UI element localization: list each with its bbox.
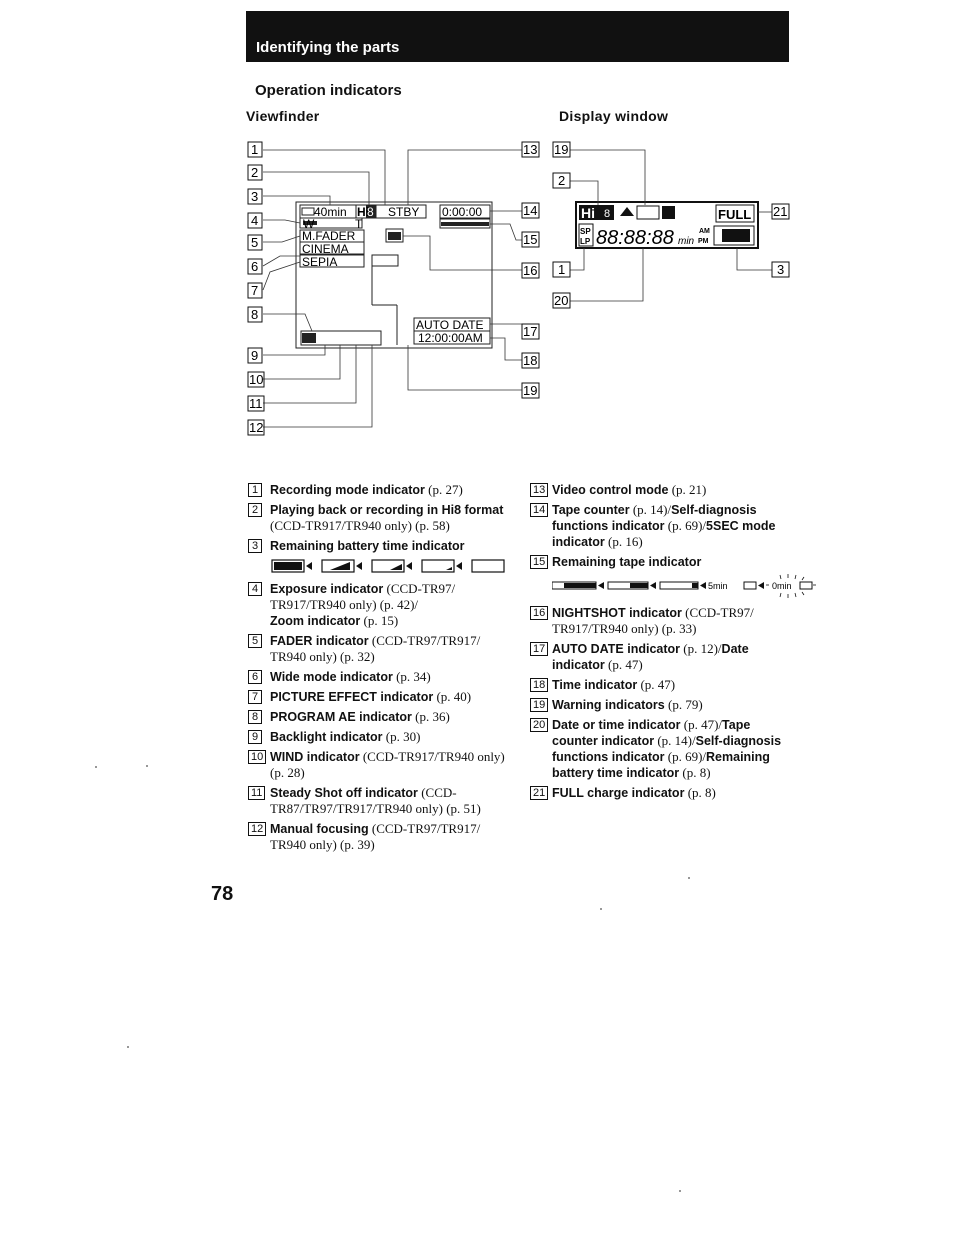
list-item: 17 AUTO DATE indicator (p. 12)/Date indicator (p. 47) bbox=[530, 641, 798, 673]
svg-text:16: 16 bbox=[523, 263, 538, 278]
vf-battery-time: 40min bbox=[314, 205, 347, 219]
svg-text:20: 20 bbox=[554, 293, 569, 308]
vf-zoom-w: W bbox=[303, 217, 315, 231]
dw-am: AM bbox=[699, 228, 710, 235]
svg-text:12: 12 bbox=[249, 420, 264, 435]
battery-low-icon bbox=[446, 567, 452, 570]
battery-medium-icon bbox=[390, 564, 402, 570]
vf-fader: M.FADER bbox=[302, 229, 356, 243]
svg-text:15: 15 bbox=[523, 232, 538, 247]
tape-0min-label: 0min bbox=[772, 581, 792, 591]
battery-strip bbox=[270, 557, 505, 575]
vf-tape-counter: 0:00:00 bbox=[442, 205, 483, 219]
svg-text:6: 6 bbox=[251, 259, 259, 274]
scan-speck bbox=[600, 908, 602, 910]
svg-text:19: 19 bbox=[554, 142, 569, 157]
list-item: 4 Exposure indicator (CCD-TR97/ TR917/TR940 only) (p. 42)/ Zoom indicator (p. 15) bbox=[248, 581, 510, 629]
dw-hi: Hi bbox=[581, 205, 595, 221]
svg-text:2: 2 bbox=[251, 165, 259, 180]
section-title: Operation indicators bbox=[255, 82, 402, 99]
tape-5min-label: 5min bbox=[708, 581, 728, 591]
vf-hi8-badge: 8 bbox=[367, 205, 374, 219]
list-item: 15 Remaining tape indicator 5min 0min bbox=[530, 554, 798, 599]
list-item: 16 NIGHTSHOT indicator (CCD-TR97/ TR917/TR940 only) (p. 33) bbox=[530, 605, 798, 637]
tape-full-icon bbox=[564, 583, 596, 588]
svg-text:7: 7 bbox=[251, 283, 259, 298]
display-window-title: Display window bbox=[559, 108, 669, 124]
tape-low-icon bbox=[692, 583, 698, 588]
vf-sepia: SEPIA bbox=[302, 255, 338, 269]
dw-sp: SP bbox=[580, 227, 591, 236]
list-item: 3 Remaining battery time indicator bbox=[248, 538, 510, 575]
svg-text:1: 1 bbox=[251, 142, 259, 157]
viewfinder-title: Viewfinder bbox=[246, 108, 320, 124]
svg-text:11: 11 bbox=[249, 396, 263, 411]
list-item: 5 FADER indicator (CCD-TR97/TR917/ TR940 only) (p. 32) bbox=[248, 633, 510, 665]
svg-text:18: 18 bbox=[523, 353, 538, 368]
display-window-callouts bbox=[553, 142, 789, 308]
index-left bbox=[248, 482, 510, 857]
list-item: 19 Warning indicators (p. 79) bbox=[530, 697, 798, 713]
indicator-diagrams bbox=[0, 0, 954, 460]
tape-strip bbox=[552, 573, 817, 599]
svg-text:10: 10 bbox=[249, 372, 264, 387]
viewfinder-callouts-right bbox=[522, 142, 539, 398]
dw-hi8-badge: 8 bbox=[604, 208, 611, 220]
dw-pm: PM bbox=[698, 238, 709, 245]
svg-text:3: 3 bbox=[251, 189, 259, 204]
scan-speck bbox=[127, 1046, 129, 1048]
svg-text:9: 9 bbox=[251, 348, 259, 363]
viewfinder-callouts-left bbox=[248, 142, 264, 435]
svg-text:19: 19 bbox=[523, 383, 538, 398]
list-item: 6 Wide mode indicator (p. 34) bbox=[248, 669, 510, 685]
list-item: 20 Date or time indicator (p. 47)/Tape counter indicator (p. 14)/Self-diagnosis functions indicator (p. 69)/Remaining battery time indicator (p. 8) bbox=[530, 717, 798, 781]
list-item: 1 Recording mode indicator (p. 27) bbox=[248, 482, 510, 498]
vf-cinema: CINEMA bbox=[302, 242, 349, 256]
index-right bbox=[530, 482, 798, 805]
svg-text:3: 3 bbox=[777, 262, 785, 277]
svg-text:13: 13 bbox=[523, 142, 538, 157]
list-item: 9 Backlight indicator (p. 30) bbox=[248, 729, 510, 745]
vf-standby: STBY bbox=[388, 205, 420, 219]
vf-time: 12:00:00AM bbox=[418, 331, 483, 345]
svg-text:21: 21 bbox=[773, 204, 788, 219]
svg-text:14: 14 bbox=[523, 203, 538, 218]
dw-lp: LP bbox=[580, 237, 591, 246]
svg-text:5: 5 bbox=[251, 235, 259, 250]
svg-text:1: 1 bbox=[558, 262, 566, 277]
battery-high-icon bbox=[330, 562, 350, 570]
svg-text:8: 8 bbox=[251, 307, 259, 322]
list-item: 11 Steady Shot off indicator (CCD-TR87/TR97/TR917/TR940 only) (p. 51) bbox=[248, 785, 510, 817]
list-item: 12 Manual focusing (CCD-TR97/TR917/ TR940 only) (p. 39) bbox=[248, 821, 510, 853]
list-item: 21 FULL charge indicator (p. 8) bbox=[530, 785, 798, 801]
battery-empty-icon bbox=[475, 563, 476, 564]
vf-zoom-t: T bbox=[355, 217, 363, 231]
page-number: 78 bbox=[211, 883, 234, 905]
battery-full-icon bbox=[274, 562, 302, 570]
header-title: Identifying the parts bbox=[256, 39, 400, 56]
scan-speck bbox=[95, 766, 97, 768]
list-item: 7 PICTURE EFFECT indicator (p. 40) bbox=[248, 689, 510, 705]
list-item: 2 Playing back or recording in Hi8 format (CCD-TR917/TR940 only) (p. 58) bbox=[248, 502, 510, 534]
vf-auto-date: AUTO DATE bbox=[416, 318, 484, 332]
dw-full: FULL bbox=[718, 207, 752, 222]
dw-min: min bbox=[678, 236, 695, 247]
svg-text:4: 4 bbox=[251, 213, 259, 228]
dw-digits: 88:88:88 bbox=[596, 227, 674, 249]
svg-text:17: 17 bbox=[523, 324, 538, 339]
tape-half-icon bbox=[630, 583, 648, 588]
svg-text:2: 2 bbox=[558, 173, 566, 188]
scan-speck bbox=[146, 765, 148, 767]
list-item: 10 WIND indicator (CCD-TR917/TR940 only) (p. 28) bbox=[248, 749, 510, 781]
list-item: 8 PROGRAM AE indicator (p. 36) bbox=[248, 709, 510, 725]
vf-hi: Hi bbox=[357, 205, 369, 219]
list-item: 18 Time indicator (p. 47) bbox=[530, 677, 798, 693]
list-item: 14 Tape counter (p. 14)/Self-diagnosis functions indicator (p. 69)/5SEC mode indicator (p. 16) bbox=[530, 502, 798, 550]
scan-speck bbox=[688, 877, 690, 879]
scan-speck bbox=[679, 1190, 681, 1192]
list-item: 13 Video control mode (p. 21) bbox=[530, 482, 798, 498]
